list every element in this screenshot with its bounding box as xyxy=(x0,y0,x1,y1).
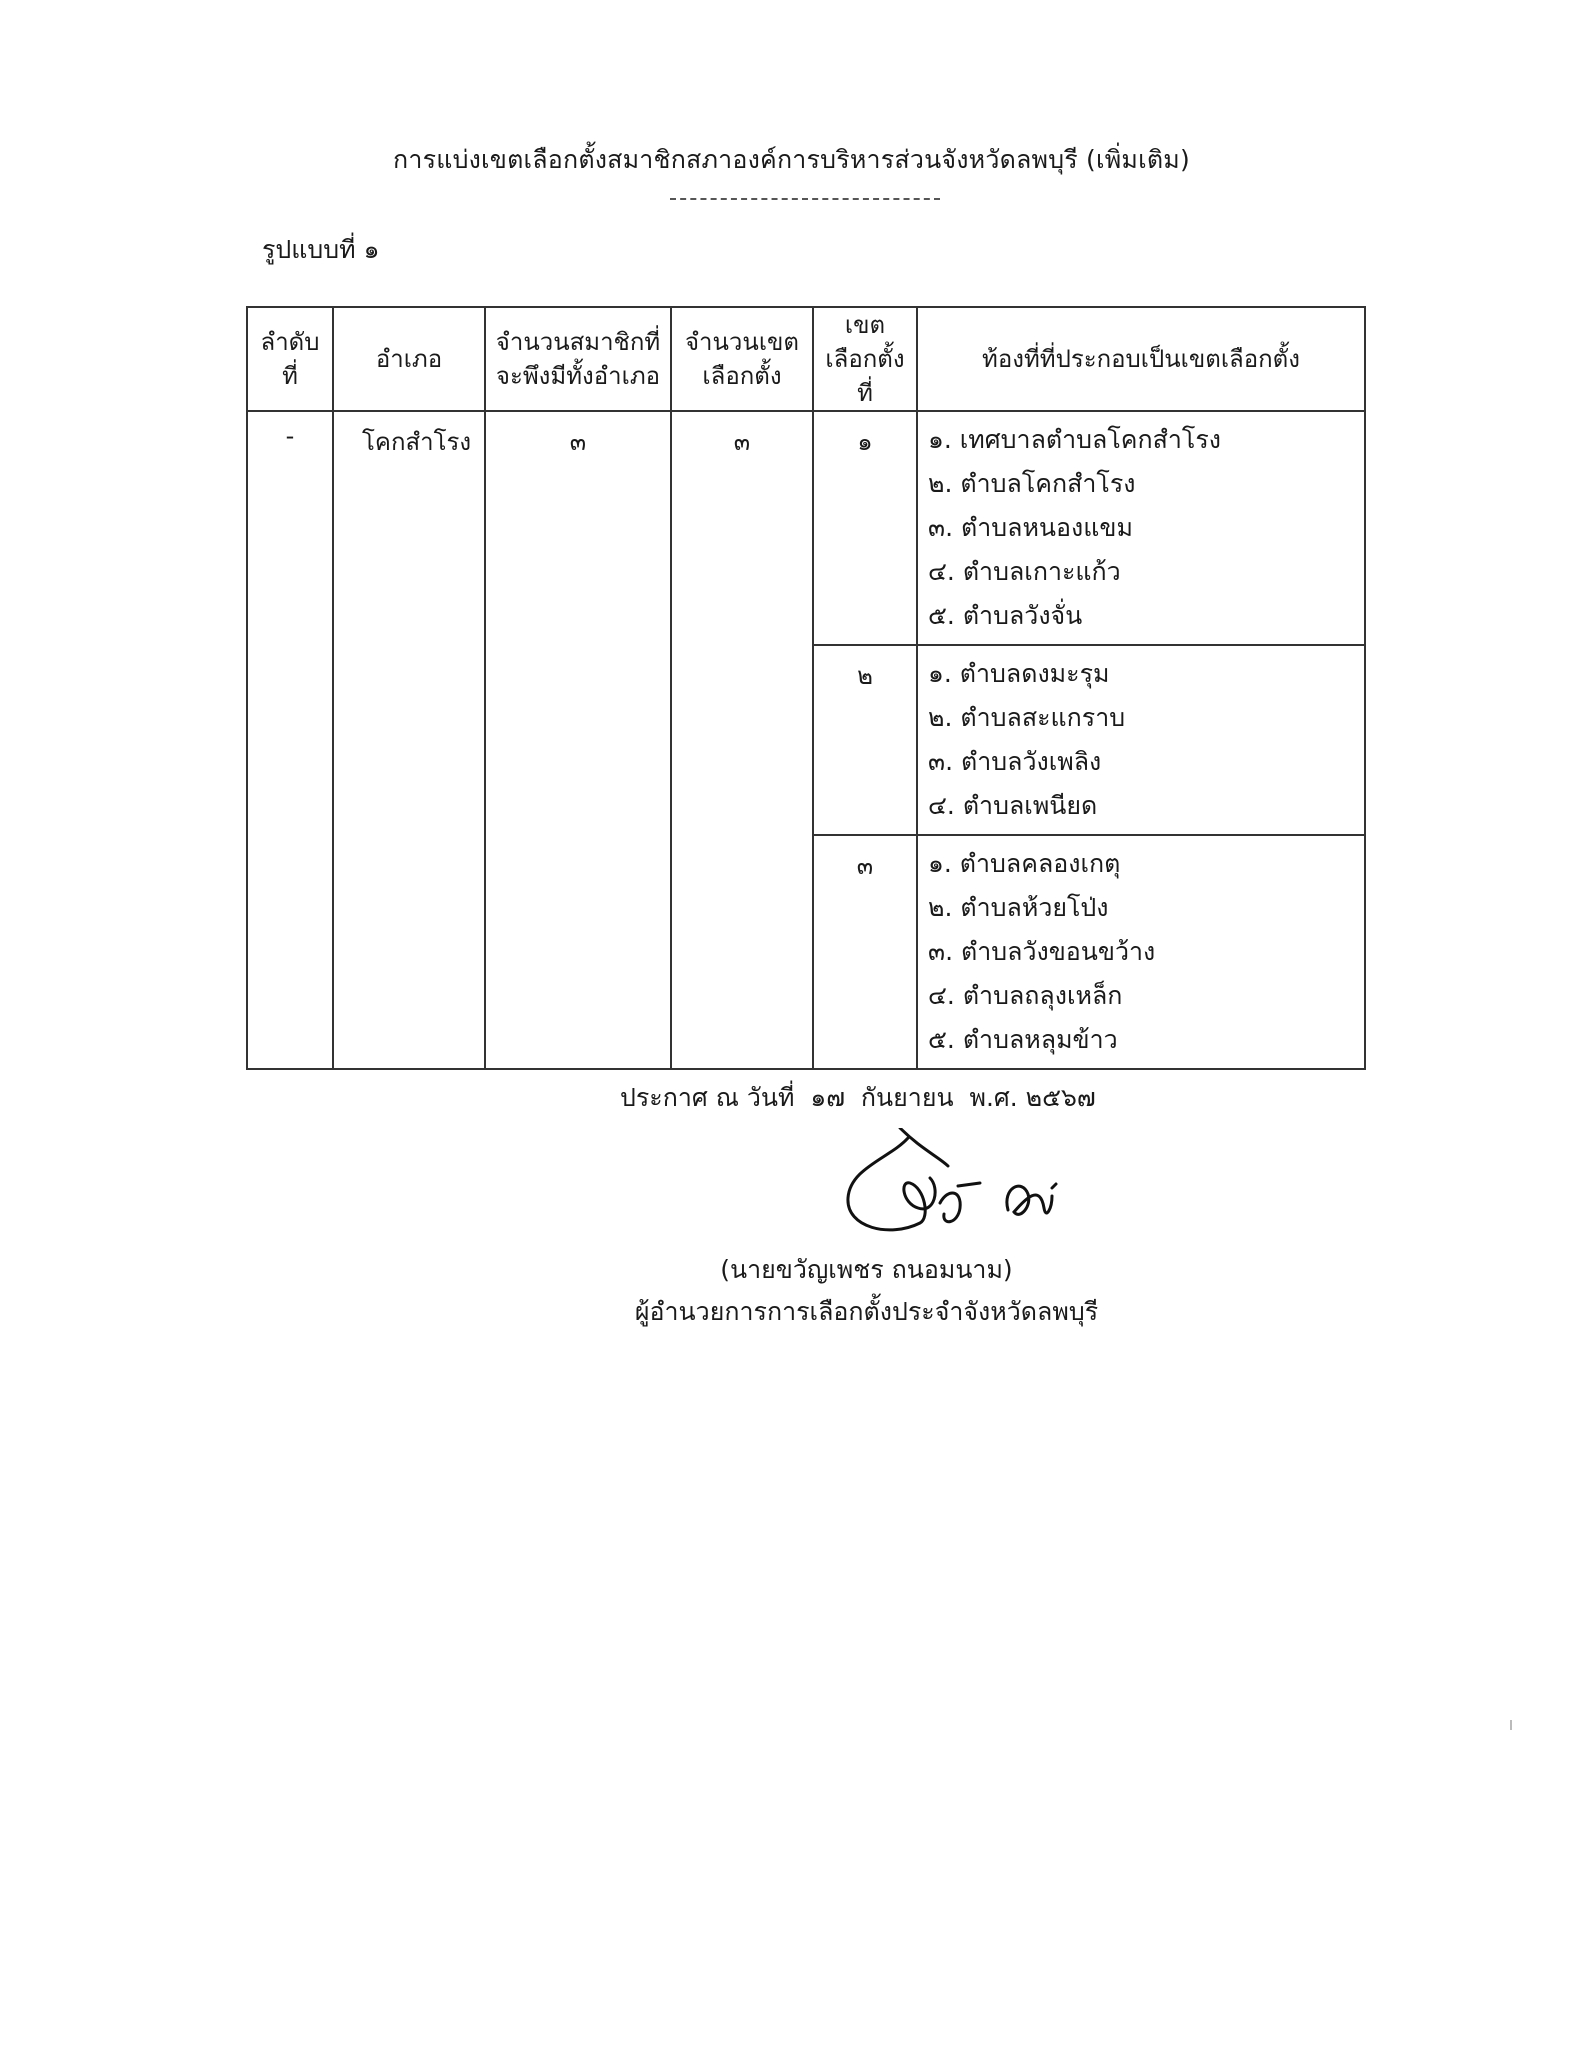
area-item: ๓. ตำบลวังเพลิง xyxy=(928,747,1102,776)
header-zones: จำนวนเขต เลือกตั้ง xyxy=(671,307,813,411)
form-label: รูปแบบที่ ๑ xyxy=(262,235,380,264)
area-item: ๔. ตำบลเพนียด xyxy=(928,791,1098,820)
area-item: ๒. ตำบลห้วยโป่ง xyxy=(928,893,1109,922)
area-item: ๓. ตำบลวังขอนขว้าง xyxy=(928,937,1156,966)
cell-zone-number: ๑ xyxy=(813,411,917,645)
area-item: ๔. ตำบลถลุงเหล็ก xyxy=(928,981,1123,1010)
cell-zone-number: ๓ xyxy=(813,835,917,1069)
area-item: ๑. ตำบลคลองเกตุ xyxy=(928,849,1121,878)
cell-zone-number: ๒ xyxy=(813,645,917,835)
header-members: จำนวนสมาชิกที่ จะพึงมีทั้งอำเภอ xyxy=(485,307,671,411)
title-underline xyxy=(670,198,940,200)
table-row xyxy=(247,411,1365,645)
area-item: ๑. เทศบาลตำบลโคกสำโรง xyxy=(928,425,1221,454)
header-zone-number: เขต เลือกตั้งที่ xyxy=(813,307,917,411)
cell-zone-areas xyxy=(917,835,1365,1069)
signature-image xyxy=(830,1128,1110,1248)
cell-zone-areas xyxy=(917,645,1365,835)
area-item: ๕. ตำบลหลุมข้าว xyxy=(928,1025,1118,1054)
header-order: ลำดับ ที่ xyxy=(247,307,333,411)
area-item: ๒. ตำบลโคกสำโรง xyxy=(928,469,1136,498)
announcement-date: ประกาศ ณ วันที่ ๑๗ กันยายน พ.ศ. ๒๕๖๗ xyxy=(620,1083,1096,1112)
header-areas: ท้องที่ที่ประกอบเป็นเขตเลือกตั้ง xyxy=(917,307,1365,411)
table-header-row xyxy=(247,307,1365,411)
document-title: การแบ่งเขตเลือกตั้งสมาชิกสภาองค์การบริหารส่วนจังหวัดลพบุรี (เพิ่มเติม) xyxy=(393,145,1190,174)
cell-district: โคกสำโรง xyxy=(333,411,485,1069)
area-item: ๑. ตำบลดงมะรุม xyxy=(928,659,1110,688)
scan-mark xyxy=(1510,1720,1512,1730)
signer-title: ผู้อำนวยการการเลือกตั้งประจำจังหวัดลพบุรี xyxy=(634,1297,1099,1326)
signer-name: (นายขวัญเพชร ถนอมนาม) xyxy=(720,1255,1013,1284)
area-item: ๒. ตำบลสะแกราบ xyxy=(928,703,1126,732)
area-item: ๓. ตำบลหนองแขม xyxy=(928,513,1133,542)
electoral-zone-table xyxy=(246,306,1366,1070)
header-district: อำเภอ xyxy=(333,307,485,411)
cell-order: - xyxy=(247,411,333,1069)
area-item: ๔. ตำบลเกาะแก้ว xyxy=(928,557,1121,586)
cell-members: ๓ xyxy=(485,411,671,1069)
cell-zone-areas xyxy=(917,411,1365,645)
cell-zones: ๓ xyxy=(671,411,813,1069)
area-item: ๕. ตำบลวังจั่น xyxy=(928,601,1083,630)
